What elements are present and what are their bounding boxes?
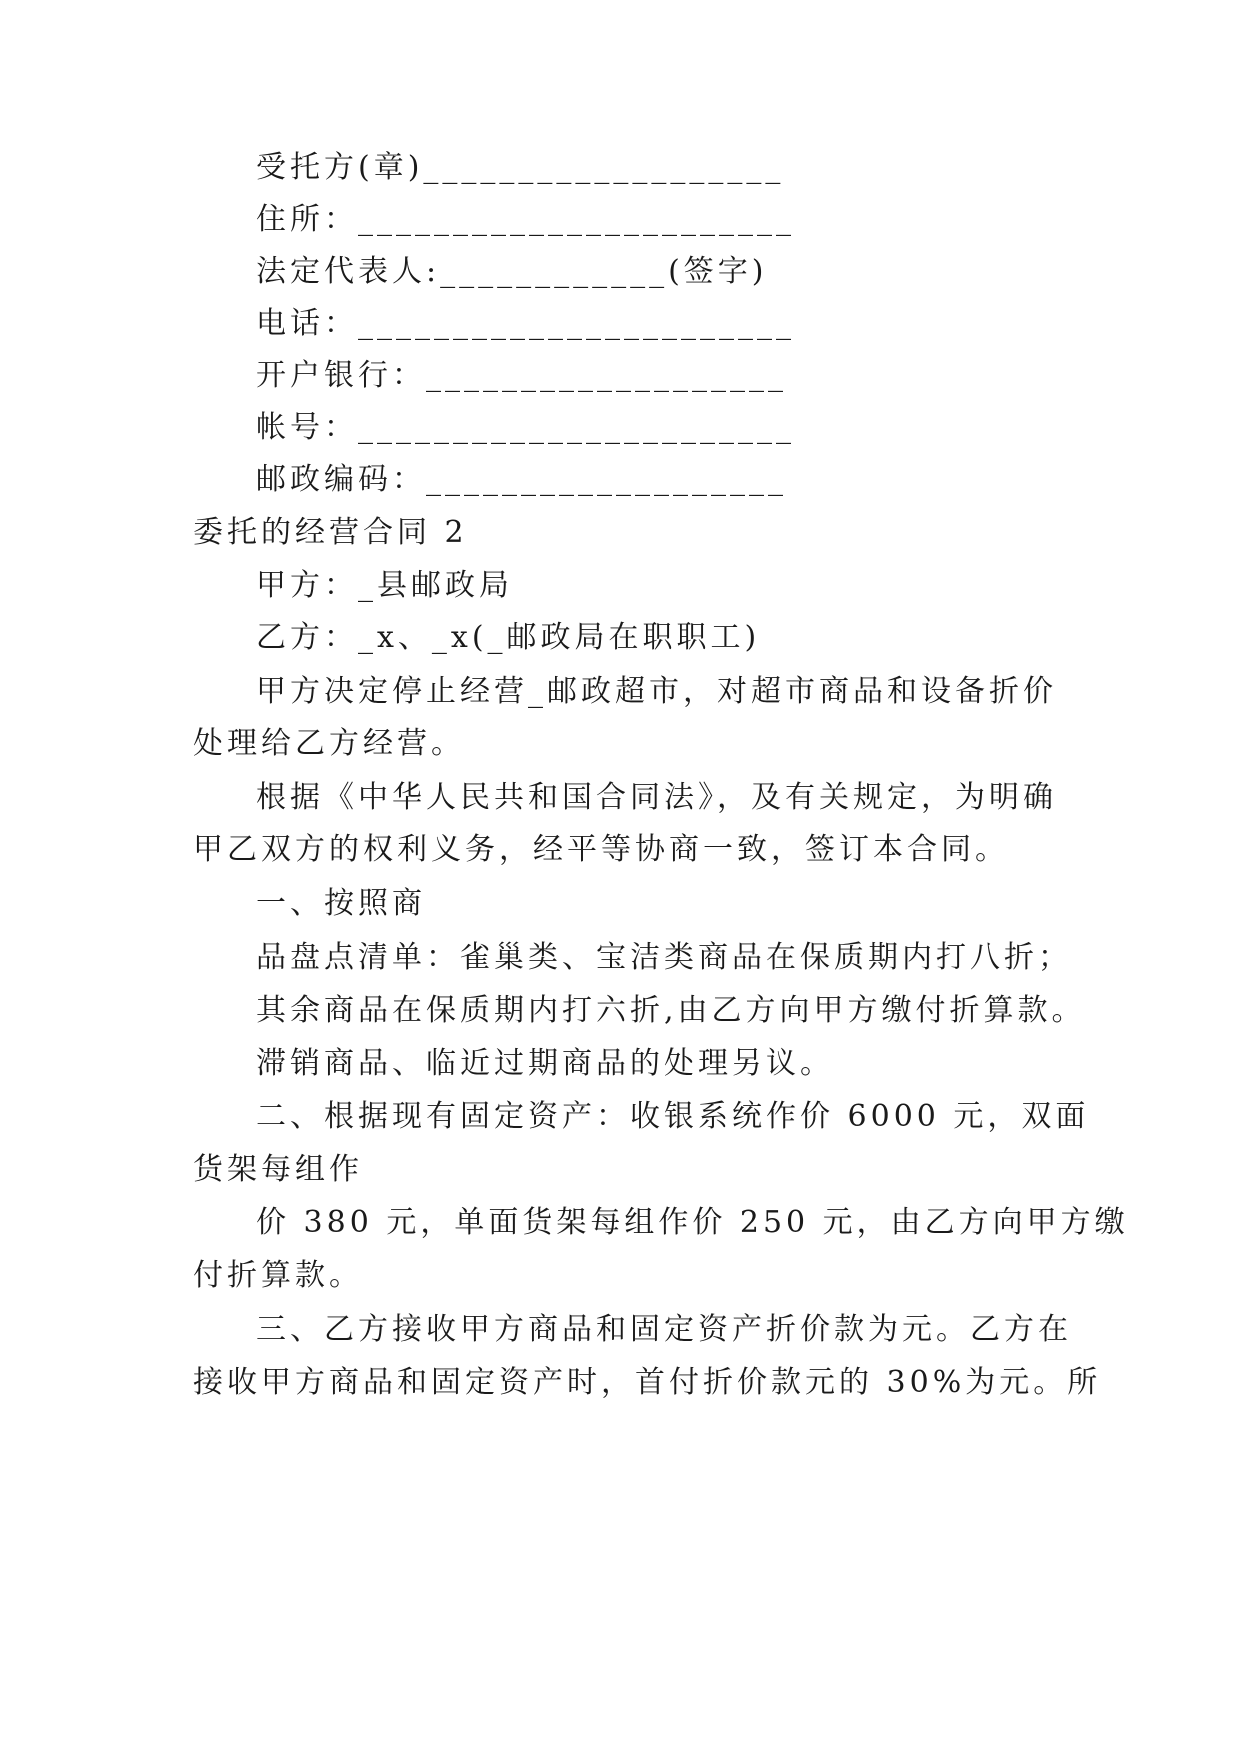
paragraph-line: 二、根据现有固定资产：收银系统作价 6000 元，双面	[256, 1099, 1090, 1134]
paragraph-line: 甲乙双方的权利义务，经平等协商一致，签订本合同。	[193, 832, 1009, 867]
address-field: 住所：_______________________	[256, 202, 795, 237]
section-title: 委托的经营合同 2	[193, 515, 468, 550]
trustee-field: 受托方(章)___________________	[256, 150, 785, 185]
paragraph-line: 价 380 元，单面货架每组作价 250 元，由乙方向甲方缴	[256, 1205, 1129, 1240]
paragraph-line: 三、乙方接收甲方商品和固定资产折价款为元。乙方在	[256, 1312, 1072, 1347]
paragraph-line: 货架每组作	[193, 1152, 363, 1187]
paragraph-line: 滞销商品、临近过期商品的处理另议。	[256, 1046, 834, 1081]
paragraph-line: 根据《中华人民共和国合同法》，及有关规定，为明确	[256, 780, 1057, 815]
paragraph-line: 付折算款。	[193, 1258, 363, 1293]
paragraph-line: 品盘点清单：雀巢类、宝洁类商品在保质期内打八折；	[256, 940, 1072, 975]
party-b: 乙方：_x、_x(_邮政局在职职工)	[256, 620, 761, 655]
legal-rep-field: 法定代表人:____________(签字)	[256, 254, 768, 289]
paragraph-line: 一、按照商	[256, 886, 426, 921]
paragraph-line: 甲方决定停止经营_邮政超市，对超市商品和设备折价	[256, 674, 1057, 709]
postcode-field: 邮政编码：___________________	[256, 462, 787, 497]
party-a: 甲方：_县邮政局	[256, 568, 513, 603]
phone-field: 电话：_______________________	[256, 306, 795, 341]
account-field: 帐号：_______________________	[256, 410, 795, 445]
bank-field: 开户银行：___________________	[256, 358, 787, 393]
paragraph-line: 处理给乙方经营。	[193, 726, 465, 761]
paragraph-line: 其余商品在保质期内打六折,由乙方向甲方缴付折算款。	[256, 993, 1086, 1028]
paragraph-line: 接收甲方商品和固定资产时，首付折价款元的 30%为元。所	[193, 1365, 1102, 1400]
